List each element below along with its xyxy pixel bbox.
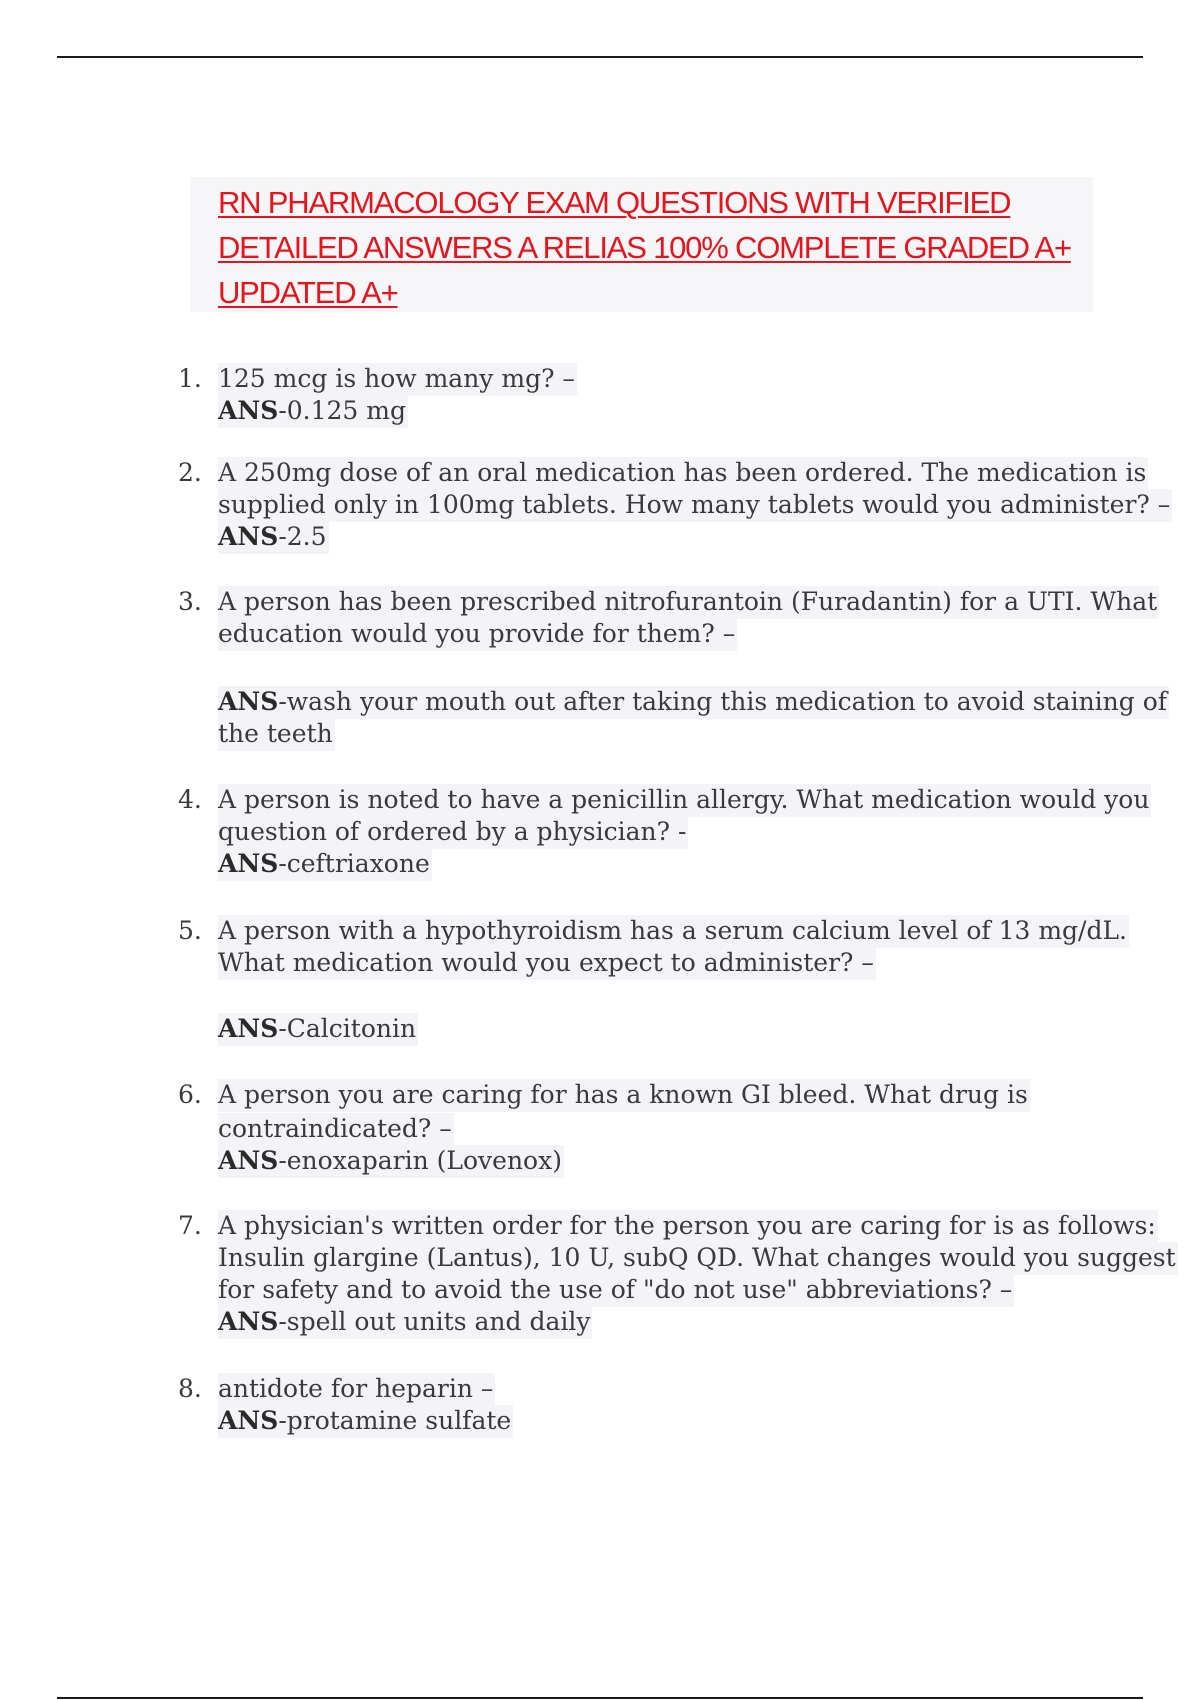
answer-text-continued: the teeth — [218, 718, 335, 751]
question-text: 125 mcg is how many mg? – — [218, 363, 577, 396]
document-title: RN PHARMACOLOGY EXAM QUESTIONS WITH VERIFIED DETAILED ANSWERS A RELIAS 100% COMPLETE GRADED A+ UPDATED A+ — [218, 185, 1071, 310]
answer-label: ANS — [218, 1014, 279, 1043]
answer-text — [218, 1306, 592, 1339]
question-text: A person with a hypothyroidism has a serum calcium level of 13 mg/dL. — [218, 915, 1129, 948]
question-text: What medication would you expect to administer? – — [218, 947, 876, 980]
item-number: 8. — [178, 1374, 202, 1403]
answer-value: -0.125 mg — [278, 396, 406, 425]
page-bottom-rule — [57, 1697, 1143, 1699]
question-text: for safety and to avoid the use of "do not use" abbreviations? – — [218, 1274, 1014, 1307]
item-number: 5. — [178, 916, 202, 945]
question-text: A person has been prescribed nitrofurantoin (Furadantin) for a UTI. What — [218, 586, 1159, 619]
answer-label: ANS — [218, 1146, 279, 1175]
answer-text — [218, 686, 1169, 719]
page-top-rule — [57, 56, 1143, 58]
item-number: 1. — [178, 364, 202, 393]
answer-value: -wash your mouth out after taking this medication to avoid staining of — [278, 687, 1168, 716]
answer-text — [218, 521, 329, 554]
answer-value: -2.5 — [278, 522, 327, 551]
answer-label: ANS — [218, 1406, 279, 1435]
answer-text — [218, 1405, 513, 1438]
question-text: education would you provide for them? – — [218, 618, 737, 651]
answer-label: ANS — [218, 396, 279, 425]
answer-value: -spell out units and daily — [278, 1307, 591, 1336]
item-number: 4. — [178, 785, 202, 814]
item-number: 2. — [178, 458, 202, 487]
answer-text — [218, 1013, 418, 1046]
item-number: 6. — [178, 1080, 202, 1109]
question-text: A physician's written order for the person you are caring for is as follows: — [218, 1210, 1158, 1243]
item-number: 7. — [178, 1211, 202, 1240]
question-text: supplied only in 100mg tablets. How many tablets would you administer? – — [218, 489, 1172, 522]
question-text: question of ordered by a physician? - — [218, 816, 688, 849]
answer-value: -protamine sulfate — [278, 1406, 512, 1435]
answer-text — [218, 1145, 564, 1178]
question-text: A person is noted to have a penicillin allergy. What medication would you — [218, 784, 1151, 817]
answer-label: ANS — [218, 849, 279, 878]
answer-label: ANS — [218, 1307, 279, 1336]
answer-label: ANS — [218, 687, 279, 716]
item-number: 3. — [178, 587, 202, 616]
answer-value: -Calcitonin — [278, 1014, 417, 1043]
question-text: A 250mg dose of an oral medication has been ordered. The medication is — [218, 457, 1148, 490]
answer-text — [218, 848, 432, 881]
question-text: contraindicated? – — [218, 1113, 454, 1146]
answer-value: -enoxaparin (Lovenox) — [278, 1146, 562, 1175]
answer-text — [218, 395, 408, 428]
question-text: Insulin glargine (Lantus), 10 U, subQ QD. What changes would you suggest — [218, 1242, 1178, 1275]
question-text: antidote for heparin – — [218, 1373, 495, 1406]
question-text: A person you are caring for has a known GI bleed. What drug is — [218, 1079, 1030, 1112]
answer-value: -ceftriaxone — [278, 849, 430, 878]
answer-label: ANS — [218, 522, 279, 551]
